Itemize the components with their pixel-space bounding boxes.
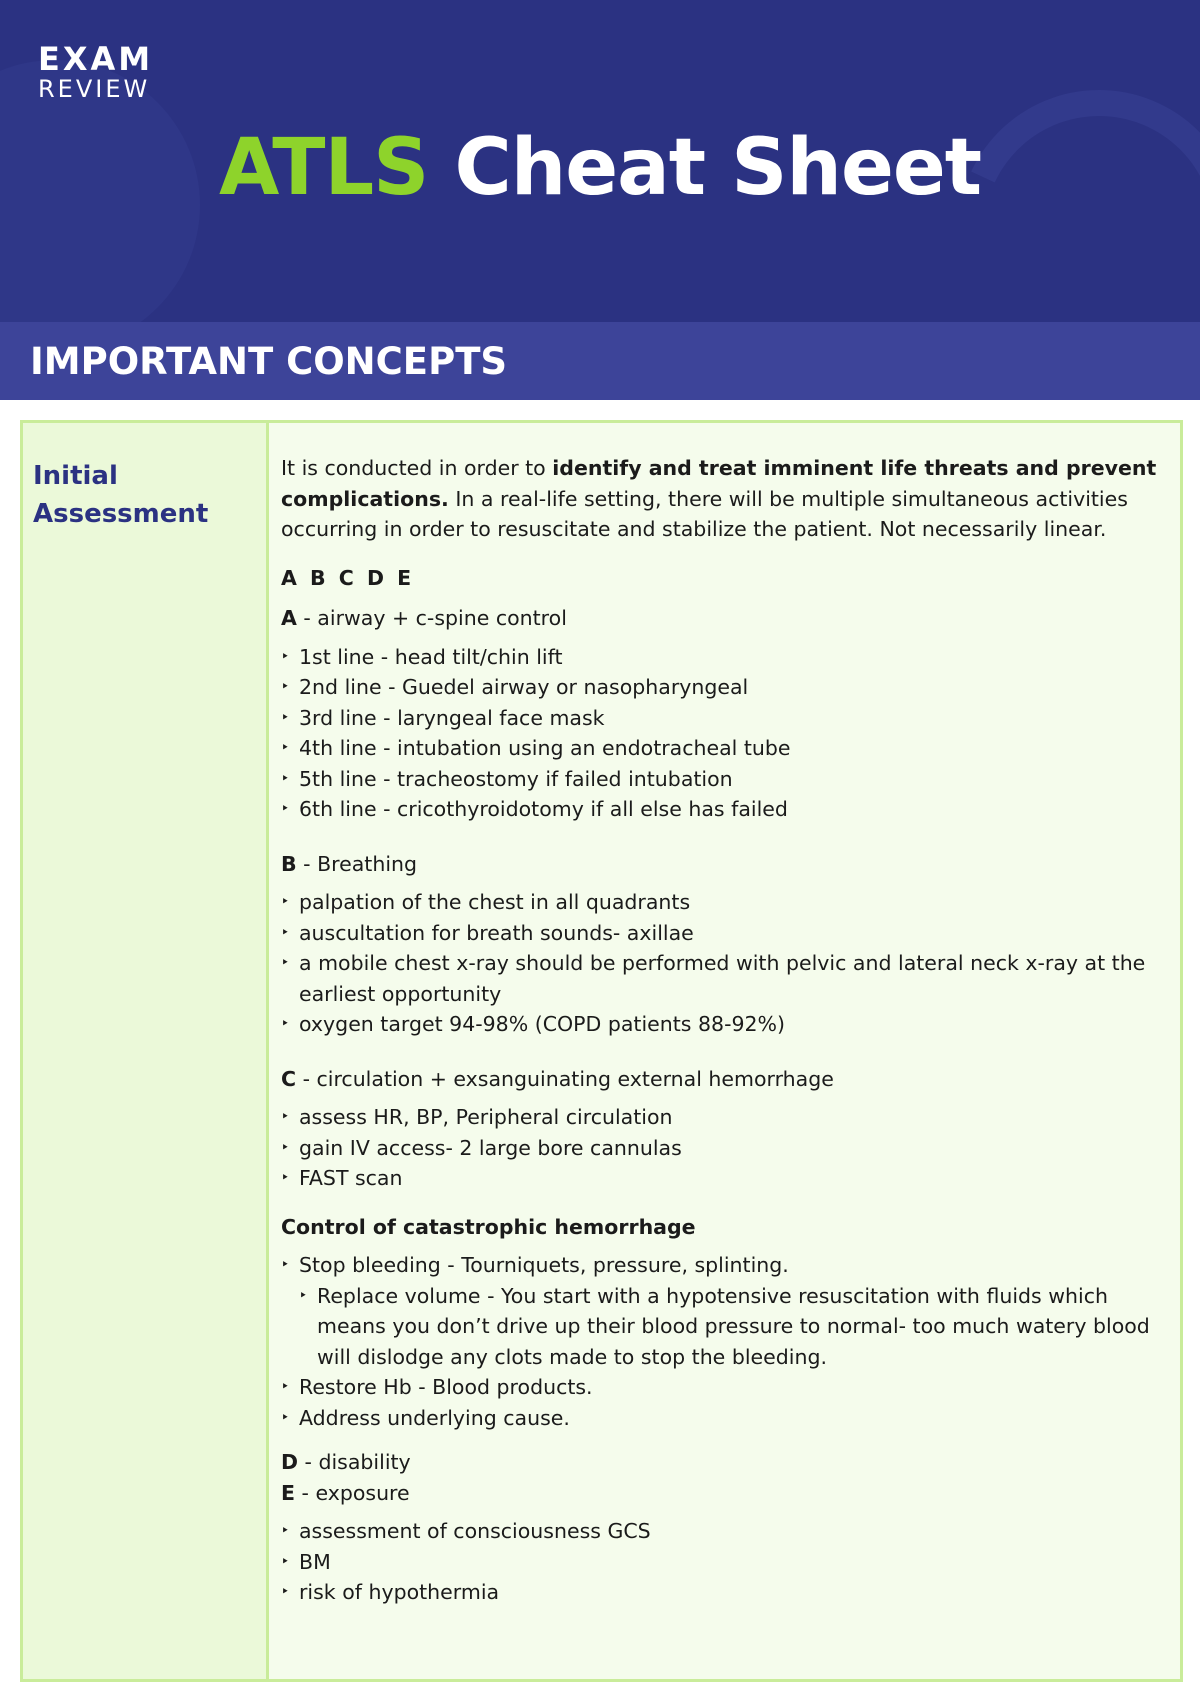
- hemorrhage-heading-text: Control of catastrophic hemorrhage: [281, 1214, 696, 1239]
- section-bar: [0, 322, 1200, 400]
- row-label-line1: Initial: [33, 461, 118, 491]
- concept-table: [20, 420, 1183, 1682]
- title-rest: Cheat Sheet: [428, 123, 982, 213]
- list-item: ‣ a mobile chest x-ray should be performed with pelvic and lateral neck x-ray at the earliest opportunity: [281, 948, 1166, 1009]
- section-title: IMPORTANT CONCEPTS: [30, 340, 508, 383]
- section-b-letter: B: [281, 851, 297, 876]
- section-e-letter: E: [281, 1480, 296, 1505]
- intro-bold: identify and treat imminent life threats and prevent complications.: [281, 456, 1157, 511]
- section-a-list: [281, 642, 1166, 825]
- section-d-desc: - disability: [298, 1450, 411, 1474]
- list-item: ‣ 1st line - head tilt/chin lift: [281, 642, 1166, 673]
- section-b-desc: - Breathing: [296, 851, 418, 876]
- hemorrhage-heading: [281, 1212, 1166, 1243]
- list-item: ‣ 5th line - tracheostomy if failed intubation: [281, 764, 1166, 795]
- list-item: ‣ 3rd line - laryngeal face mask: [281, 703, 1166, 734]
- section-a-desc: - airway + c-spine control: [296, 606, 567, 630]
- page-title: [0, 118, 1200, 218]
- list-item: ‣ oxygen target 94-98% (COPD patients 88-92%): [281, 1009, 1166, 1040]
- nested-list-item: ‣ Replace volume - You start with a hypotensive resuscitation with fluids which means you don’t drive up their blood pressure to normal- too much watery blood will dislodge any clots made to stop the bleeding.: [281, 1281, 1166, 1373]
- intro-start: It is conducted in order to: [281, 456, 553, 480]
- intro-paragraph: [281, 453, 1166, 545]
- list-item: ‣ Address underlying cause.: [281, 1403, 1166, 1434]
- list-item: ‣ Stop bleeding - Tourniquets, pressure, splinting.: [281, 1250, 1166, 1281]
- abcde-heading: A B C D E: [281, 565, 415, 590]
- row-label-cell: [23, 423, 269, 1679]
- list-item: ‣ auscultation for breath sounds- axillae: [281, 918, 1166, 949]
- list-item: ‣ BM: [281, 1547, 1166, 1578]
- list-item: ‣ risk of hypothermia: [281, 1577, 1166, 1608]
- list-item: ‣ gain IV access- 2 large bore cannulas: [281, 1133, 1166, 1164]
- section-a-heading: [281, 603, 1166, 634]
- list-item: ‣ palpation of the chest in all quadrants: [281, 887, 1166, 918]
- list-item: ‣ 4th line - intubation using an endotracheal tube: [281, 733, 1166, 764]
- list-item: ‣ Restore Hb - Blood products.: [281, 1372, 1166, 1403]
- intro-end: In a real-life setting, there will be multiple simultaneous activities occurring in order to resuscitate and stabilize the patient. Not necessarily linear.: [281, 486, 1128, 541]
- list-item: ‣ assess HR, BP, Peripheral circulation: [281, 1102, 1166, 1133]
- row-label: [33, 457, 208, 533]
- title-accent: ATLS: [218, 123, 429, 213]
- hemorrhage-list: [281, 1250, 1166, 1433]
- section-e-list: [281, 1516, 1166, 1608]
- logo-bottom-text: REVIEW: [38, 75, 151, 103]
- header-banner: [0, 0, 1200, 322]
- section-c-heading: [281, 1064, 1166, 1095]
- section-d-heading: [281, 1447, 1166, 1478]
- list-item: ‣ 6th line - cricothyroidotomy if all else has failed: [281, 794, 1166, 825]
- section-c-list: [281, 1102, 1166, 1194]
- section-e-desc: - exposure: [295, 1480, 410, 1505]
- section-a-letter: A: [281, 606, 297, 630]
- logo-top-text: EXAM: [38, 40, 154, 78]
- section-b-heading: [281, 849, 1166, 880]
- list-item: ‣ FAST scan: [281, 1163, 1166, 1194]
- section-e-heading: [281, 1478, 1166, 1509]
- section-b-list: [281, 887, 1166, 1040]
- list-item: ‣ assessment of consciousness GCS: [281, 1516, 1166, 1547]
- row-content-cell: [281, 453, 1166, 1608]
- row-label-line2: Assessment: [33, 499, 209, 529]
- section-c-desc: - circulation + exsanguinating external hemorrhage: [296, 1066, 834, 1091]
- list-item: ‣ 2nd line - Guedel airway or nasopharyngeal: [281, 672, 1166, 703]
- section-d-letter: D: [281, 1450, 299, 1474]
- section-c-letter: C: [281, 1066, 297, 1091]
- exam-review-logo: [38, 42, 153, 102]
